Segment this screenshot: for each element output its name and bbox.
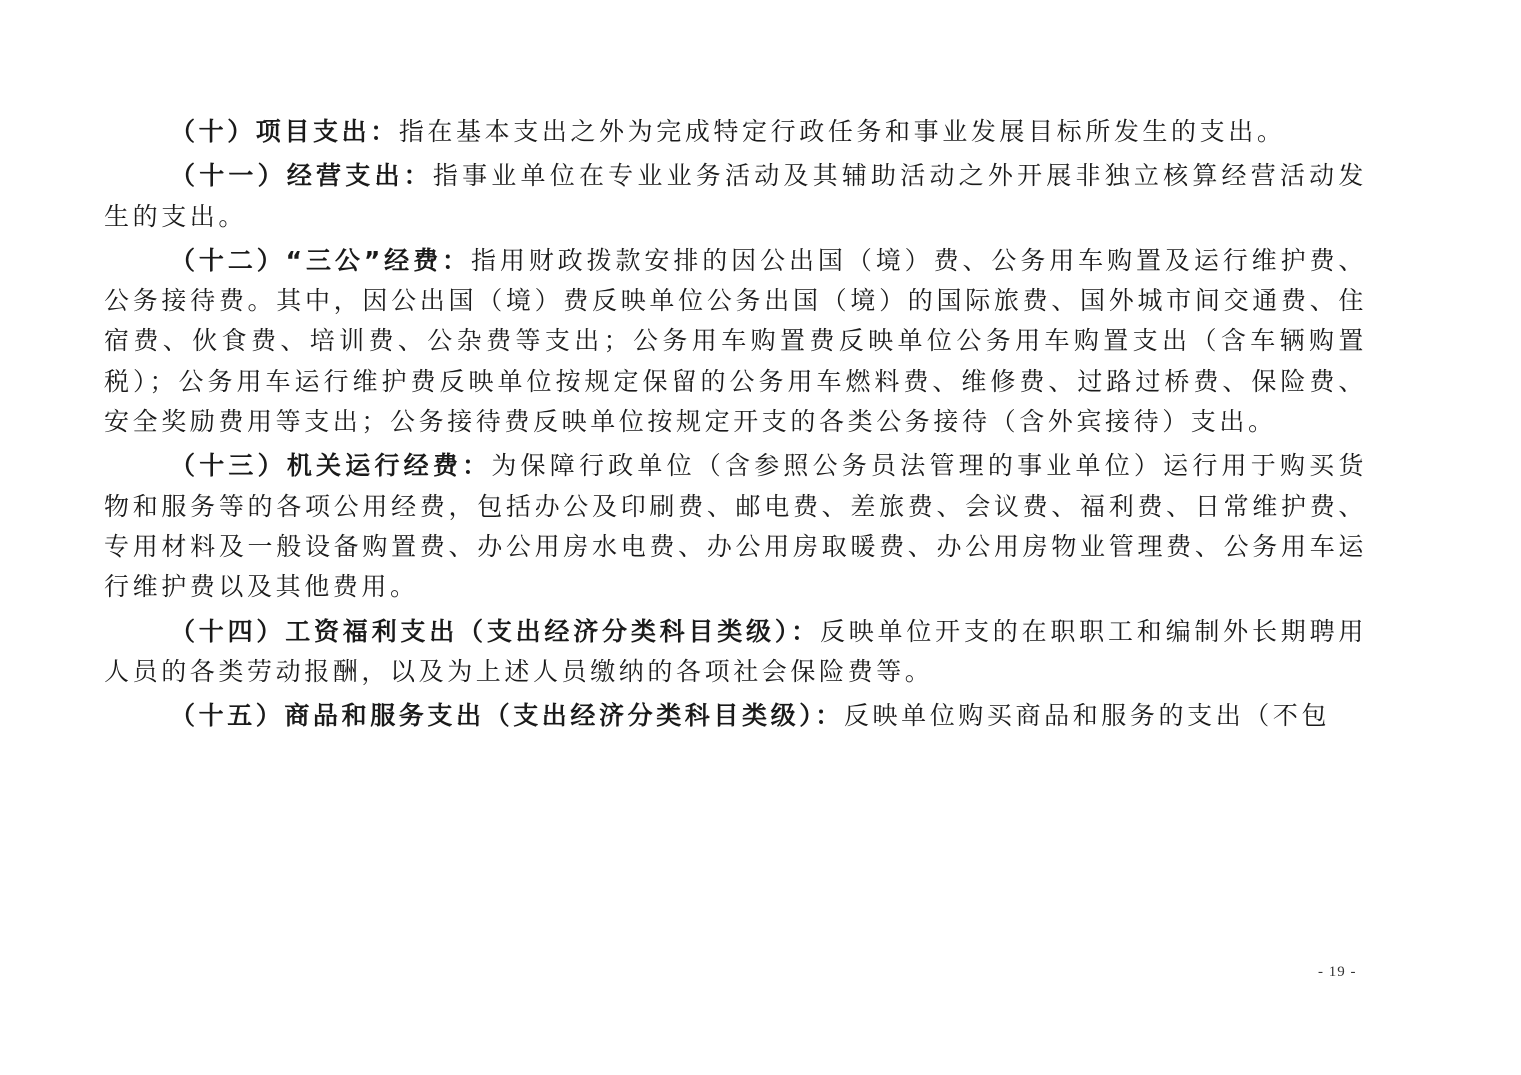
- paragraph-body: 反映单位开支的在职职工和编制外长期聘用人员的各类劳动报酬，以及为上述人员缴纳的各项社会保险费等。: [104, 616, 1367, 686]
- paragraph-body: 反映单位购买商品和服务的支出（不包: [843, 701, 1331, 731]
- paragraph-heading: （十四）工资福利支出（支出经济分类科目类级）：: [170, 616, 820, 646]
- paragraph-item-10: [104, 112, 1367, 152]
- paragraph-item-12: [104, 241, 1367, 442]
- page-number: - 19 -: [1318, 964, 1357, 980]
- paragraph-heading: （十三）机关运行经费：: [170, 451, 492, 481]
- paragraph-item-15: [104, 696, 1367, 736]
- paragraph-body: 指用财政拨款安排的因公出国（境）费、公务用车购置及运行维护费、公务接待费。其中，因公出国（境）费反映单位公务出国（境）的国际旅费、国外城市间交通费、住宿费、伙食费、培训费、公杂费等支出；公务用车购置费反映单位公务用车购置支出（含车辆购置税）；公务用车运行维护费反映单位按规定保留的公务用车燃料费、维修费、过路过桥费、保险费、安全奖励费用等支出；公务接待费反映单位按规定开支的各类公务接待（含外宾接待）支出。: [104, 245, 1367, 437]
- paragraph-heading: （十一）经营支出：: [170, 161, 433, 191]
- paragraph-body: 指在基本支出之外为完成特定行政任务和事业发展目标所发生的支出。: [398, 117, 1286, 146]
- paragraph-item-11: [104, 156, 1367, 237]
- paragraph-body: 为保障行政单位（含参照公务员法管理的事业单位）运行用于购买货物和服务等的各项公用经费，包括办公及印刷费、邮电费、差旅费、会议费、福利费、日常维护费、专用材料及一般设备购置费、办公用房水电费、办公用房取暖费、办公用房物业管理费、公务用车运行维护费以及其他费用。: [104, 451, 1367, 602]
- paragraph-body: 指事业单位在专业业务活动及其辅助活动之外开展非独立核算经营活动发生的支出。: [104, 161, 1367, 231]
- paragraph-heading: （十五）商品和服务支出（支出经济分类科目类级）：: [170, 701, 844, 731]
- paragraph-item-14: [104, 612, 1367, 693]
- paragraph-heading: （十二）“三公”经费：: [170, 245, 471, 275]
- document-page: [104, 112, 1367, 737]
- paragraph-item-13: [104, 446, 1367, 607]
- paragraph-heading: （十）项目支出：: [170, 117, 399, 146]
